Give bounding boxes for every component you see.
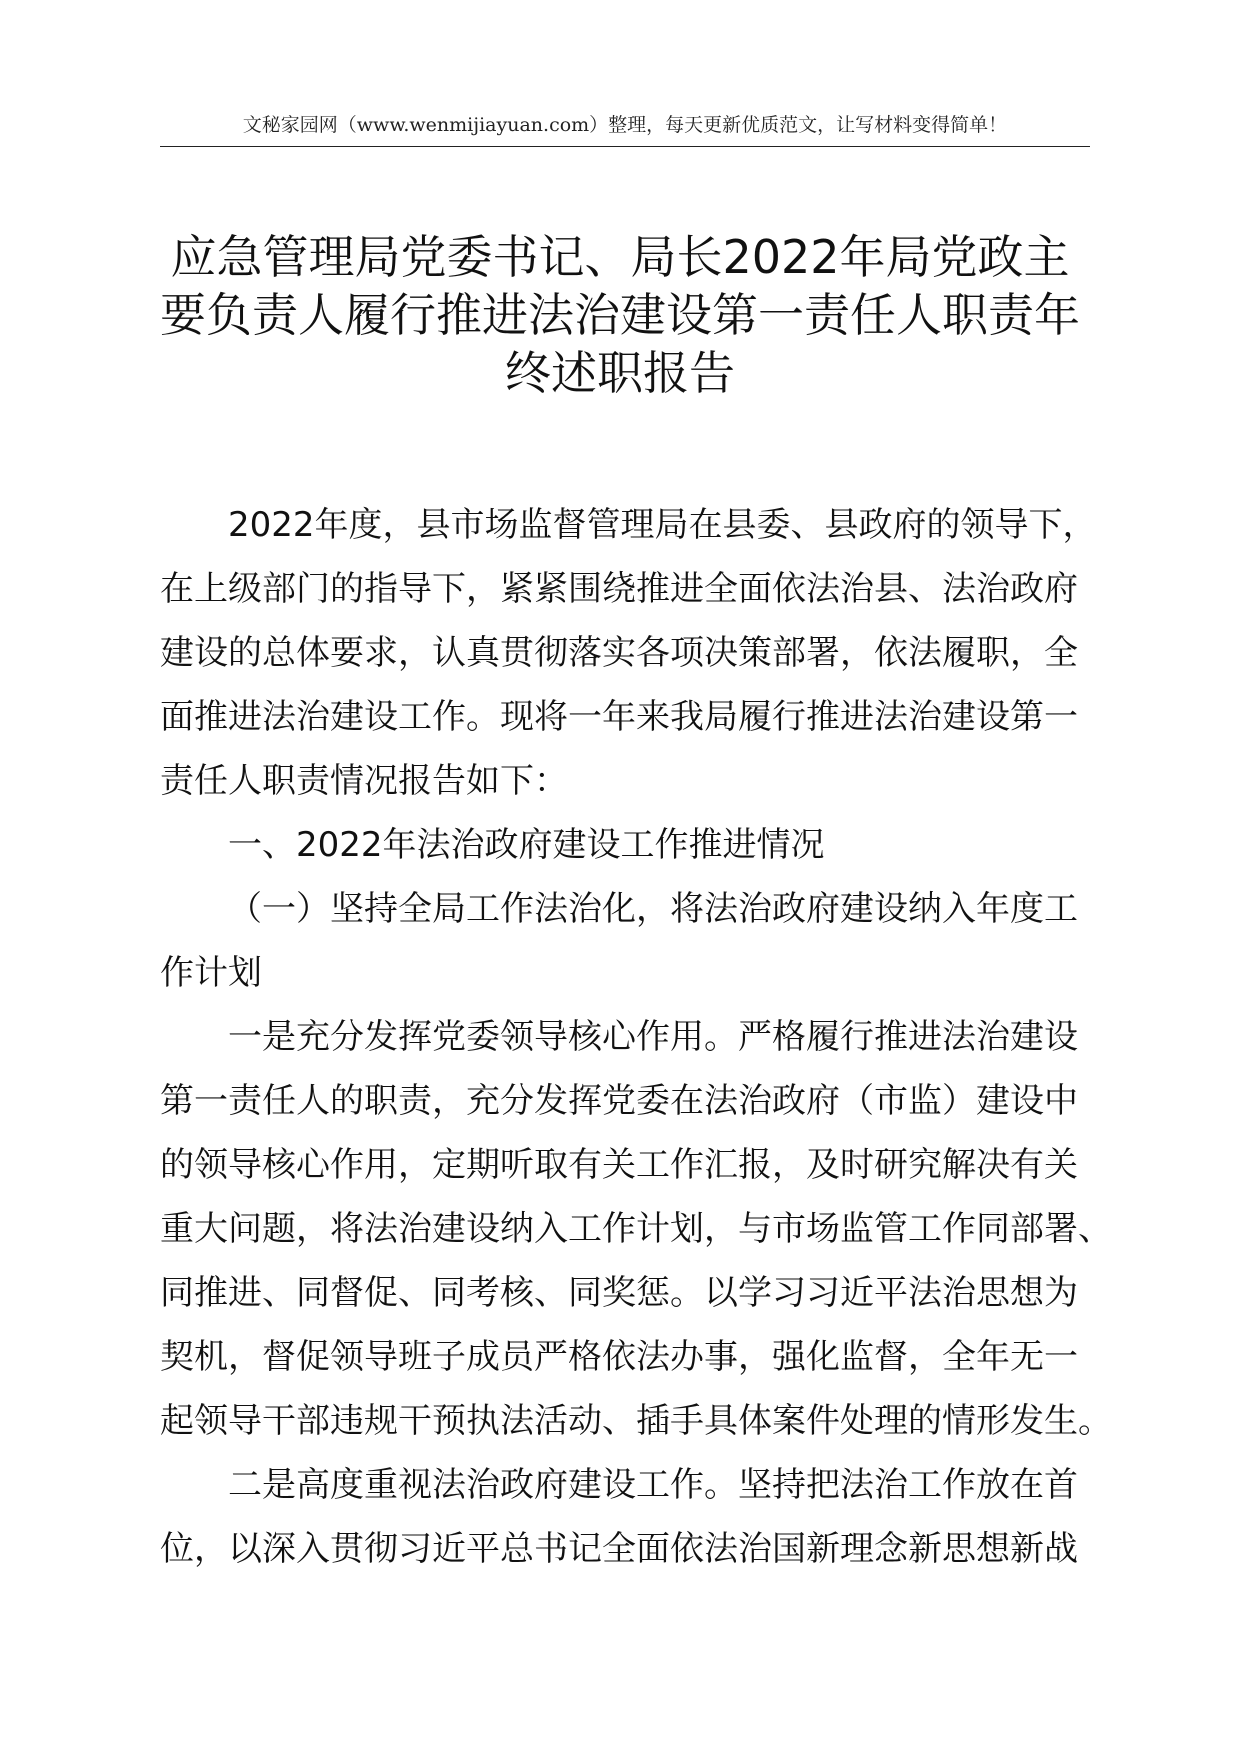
page-header-text: 文秘家园网（www.wenmijiayuan.com）整理，每天更新优质范文，让写材料变得简单！ xyxy=(242,114,1008,136)
body-line: 同推进、同督促、同考核、同奖惩。以学习习近平法治思想为 xyxy=(160,1273,1078,1313)
body-line: 面推进法治建设工作。现将一年来我局履行推进法治建设第一 xyxy=(160,697,1078,737)
body-line: 在上级部门的指导下，紧紧围绕推进全面依法治县、法治政府 xyxy=(160,569,1078,609)
body-line: 二是高度重视法治政府建设工作。坚持把法治工作放在首 xyxy=(228,1465,1078,1505)
document-title xyxy=(150,228,1090,402)
subsection-heading-cont: 作计划 xyxy=(160,953,262,993)
body-line: 第一责任人的职责，充分发挥党委在法治政府（市监）建设中 xyxy=(160,1081,1078,1121)
body-line: 的领导核心作用，定期听取有关工作汇报，及时研究解决有关 xyxy=(160,1145,1078,1185)
body-line: 起领导干部违规干预执法活动、插手具体案件处理的情形发生。 xyxy=(160,1401,1112,1441)
body-line: 位，以深入贯彻习近平总书记全面依法治国新理念新思想新战 xyxy=(160,1529,1078,1569)
header-divider xyxy=(160,146,1090,147)
body-line: 一是充分发挥党委领导核心作用。严格履行推进法治建设 xyxy=(228,1017,1078,1057)
subsection-heading: （一）坚持全局工作法治化，将法治政府建设纳入年度工 xyxy=(228,889,1078,929)
body-line: 建设的总体要求，认真贯彻落实各项决策部署，依法履职，全 xyxy=(160,633,1078,673)
section-heading: 一、2022年法治政府建设工作推进情况 xyxy=(228,825,825,865)
body-line: 契机，督促领导班子成员严格依法办事，强化监督，全年无一 xyxy=(160,1337,1078,1377)
title-line-1: 应急管理局党委书记、局长2022年局党政主 xyxy=(170,230,1070,284)
title-line-2: 要负责人履行推进法治建设第一责任人职责年 xyxy=(160,288,1080,342)
body-line: 责任人职责情况报告如下： xyxy=(160,761,568,801)
title-line-3: 终述职报告 xyxy=(505,346,735,400)
document-body xyxy=(160,493,1112,1581)
body-line: 重大问题，将法治建设纳入工作计划，与市场监管工作同部署、 xyxy=(160,1209,1112,1249)
body-line: 2022年度，县市场监督管理局在县委、县政府的领导下， xyxy=(228,505,1097,545)
